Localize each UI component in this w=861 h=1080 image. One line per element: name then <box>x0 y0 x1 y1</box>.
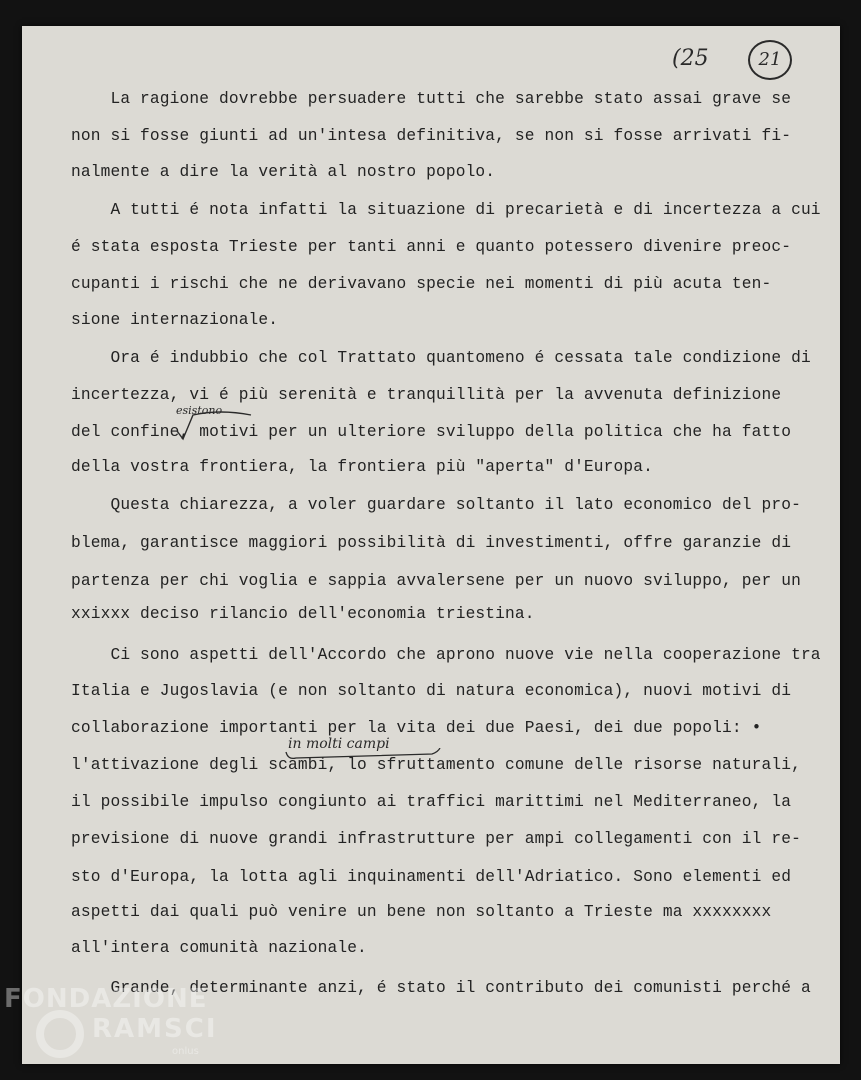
text-line: non si fosse giunti ad un'intesa definitiva, se non si fosse arrivati fi- <box>71 127 792 145</box>
text-line: Ci sono aspetti dell'Accordo che aprono nuove vie nella cooperazione tra <box>71 646 821 664</box>
page-ref-circled: 21 <box>748 40 792 80</box>
text-line: cupanti i rischi che ne derivavano specie nei momenti di più acuta ten- <box>71 275 772 293</box>
text-line: della vostra frontiera, la frontiera più "aperta" d'Europa. <box>71 458 653 476</box>
text-line: Italia e Jugoslavia (e non soltanto di natura economica), nuovi motivi di <box>71 682 792 700</box>
text-line: sione internazionale. <box>71 311 279 329</box>
text-line: Questa chiarezza, a voler guardare soltanto il lato economico del pro- <box>71 496 801 514</box>
handwritten-insertion-in-molti-campi: in molti campi <box>288 736 390 752</box>
text-line: all'intera comunità nazionale. <box>71 939 367 957</box>
watermark-line2: RAMSCI <box>92 1014 218 1044</box>
text-line: xxixxx deciso rilancio dell'economia triestina. <box>71 605 535 623</box>
text-line: blema, garantisce maggiori possibilità di investimenti, offre garanzie di <box>71 534 792 552</box>
handwritten-insertion-esistono: esistono <box>176 404 223 417</box>
text-line: sto d'Europa, la lotta agli inquinamenti dell'Adriatico. Sono elementi ed <box>71 868 792 886</box>
text-line: l'attivazione degli scambi, lo sfruttamento comune delle risorse naturali, <box>71 756 801 774</box>
text-line: incertezza, vi é più serenità e tranquillità per la avvenuta definizione <box>71 386 782 404</box>
text-line: partenza per chi voglia e sappia avvalersene per un nuovo sviluppo, per un <box>71 572 801 590</box>
text-line: aspetti dai quali può venire un bene non soltanto a Trieste ma xxxxxxxx <box>71 903 772 921</box>
text-line: nalmente a dire la verità al nostro popolo. <box>71 163 496 181</box>
text-line: il possibile impulso congiunto ai traffici marittimi nel Mediterraneo, la <box>71 793 792 811</box>
insertion-caret-icon <box>175 411 255 441</box>
watermark-line1: FONDAZIONE <box>4 984 208 1014</box>
text-line: A tutti é nota infatti la situazione di precarietà e di incertezza a cui <box>71 201 821 219</box>
text-line: Ora é indubbio che col Trattato quantomeno é cessata tale condizione di <box>71 349 811 367</box>
text-line: Grande, determinante anzi, é stato il contributo dei comunisti perché a <box>71 979 811 997</box>
text-line: collaborazione importanti per la vita dei due Paesi, dei due popoli: • <box>71 719 762 737</box>
text-line: previsione di nuove grandi infrastrutture per ampi collegamenti con il re- <box>71 830 801 848</box>
text-line: La ragione dovrebbe persuadere tutti che sarebbe stato assai grave se <box>71 90 792 108</box>
page-ref-left: (25 <box>672 46 709 71</box>
watermark-line3: onlus <box>172 1046 199 1057</box>
text-line: é stata esposta Trieste per tanti anni e quanto potessero divenire preoc- <box>71 238 792 256</box>
insertion-bracket-icon <box>284 748 444 762</box>
text-line: del confine, motivi per un ulteriore sviluppo della politica che ha fatto <box>71 423 792 441</box>
gramsci-logo-icon <box>36 1010 84 1058</box>
document-page <box>22 26 840 1064</box>
